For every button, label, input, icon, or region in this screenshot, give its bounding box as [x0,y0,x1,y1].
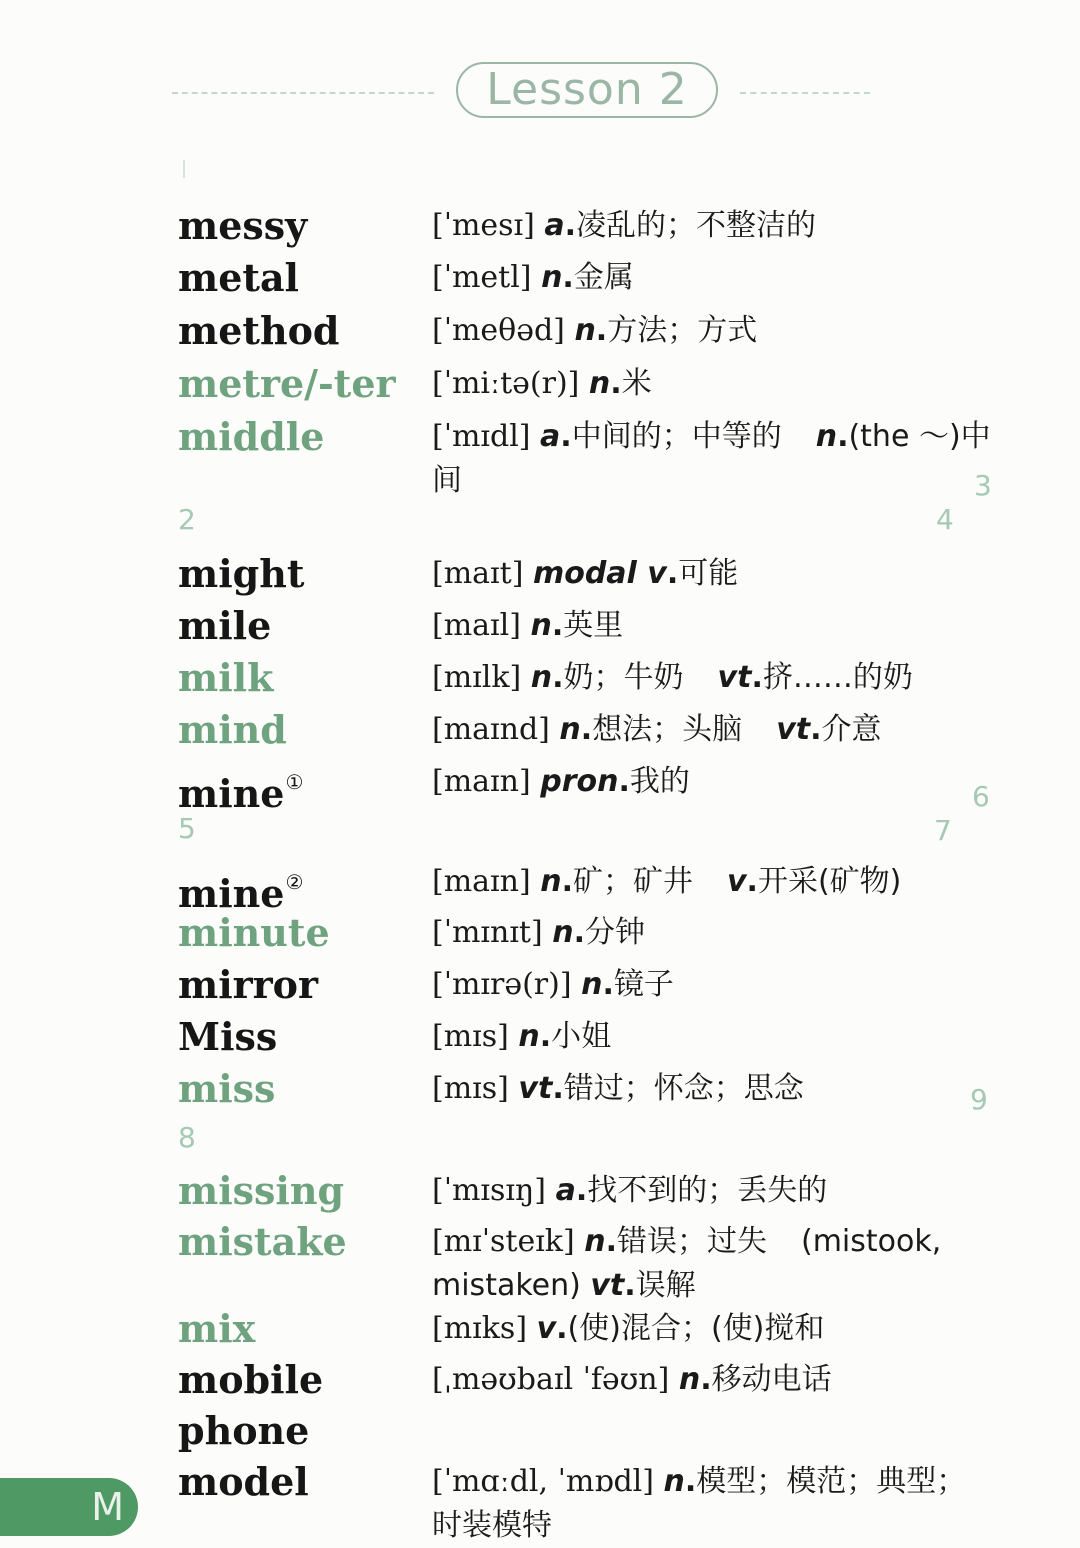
meaning: n.小姐 [518,1019,612,1054]
meaning: n.方法；方式 [574,313,758,348]
entry-middle [0,411,1080,503]
definition [432,963,992,1007]
phonetic: [ˈmɪdl] [432,419,531,454]
headword: minute [178,910,330,955]
margin-number: 7 [934,814,952,847]
meaning: n.英里 [530,608,624,643]
meaning: a.找不到的；丢失的 [555,1173,828,1208]
headword: mix [178,1306,256,1351]
headword: metal [178,255,299,300]
definition [432,656,992,700]
meaning: n.错误；过失 (mistook, mistaken) vt.误解 [432,1224,942,1303]
headword: milk [178,655,274,700]
headword: missing [178,1168,345,1213]
headword: might [178,551,305,596]
definition [432,309,992,353]
phonetic: [mɪˈsteɪk] [432,1224,575,1259]
definition [432,1220,992,1308]
lesson-badge [456,62,718,118]
definition [432,911,992,955]
definition [432,362,992,406]
headword: mind [178,707,287,752]
margin-number: 9 [970,1083,988,1116]
definition [432,552,992,596]
entry-mobile-phone [0,1354,1080,1458]
margin-number: 8 [178,1121,196,1154]
phonetic: [mɪs] [432,1071,509,1106]
phonetic: [mɪs] [432,1019,509,1054]
phonetic: [ˈmetl] [432,260,532,295]
phonetic: [mɪlk] [432,660,522,695]
headword: method [178,308,340,353]
headword: miss [178,1066,276,1111]
phonetic: [maɪn] [432,864,531,899]
margin-number: 3 [974,469,992,502]
entry-milk [0,652,1080,704]
meaning: n.矿；矿井 v.开采(矿物) [540,864,902,899]
entry-mind [0,704,1080,756]
meaning: n.移动电话 [678,1362,832,1397]
definition [432,1460,992,1548]
entry-metre [0,358,1080,410]
thumb-tab-letter: M [91,1485,124,1529]
sense-number: ② [285,870,304,894]
entry-mistake [0,1216,1080,1308]
phonetic: [ˌməʊbaɪl ˈfəʊn] [432,1362,670,1397]
phonetic: [maɪnd] [432,712,550,747]
phonetic: [ˈmɑːdl, ˈmɒdl] [432,1464,654,1499]
meaning: a.凌乱的；不整洁的 [544,208,817,243]
meaning: a.中间的；中等的 n.(the ～)中间 [432,419,991,498]
entry-mine-1 [0,756,1080,816]
meaning: n.分钟 [552,915,645,950]
headword: mine① [178,770,304,816]
letter-thumb-tab [0,1478,138,1536]
margin-number: 6 [972,780,990,813]
header-rule-left [172,92,434,94]
phonetic: [ˈmɪnɪt] [432,915,543,950]
entry-model [0,1456,1080,1543]
meaning: modal v.可能 [532,556,739,591]
margin-number: 4 [936,503,954,536]
lesson-title: Lesson 2 [486,64,688,115]
phonetic: [maɪl] [432,608,521,643]
entry-mirror [0,959,1080,1011]
entry-Miss [0,1011,1080,1063]
header-rule-right [740,92,870,94]
meaning: n.想法；头脑 vt.介意 [559,712,882,747]
headword: mine② [178,870,304,916]
definition [432,860,992,904]
margin-number: 5 [178,812,196,845]
meaning: n.模型；模范；典型；时装模特 [432,1464,967,1543]
phonetic: [maɪn] [432,764,531,799]
headword: mirror [178,962,319,1007]
meaning: n.米 [588,366,652,401]
definition [432,1015,992,1059]
definition [432,604,992,648]
phonetic: [ˈmeθəd] [432,313,565,348]
phonetic: [ˈmɪsɪŋ] [432,1173,547,1208]
definition [432,760,992,804]
entry-metal [0,252,1080,304]
phonetic: [ˈmiːtə(r)] [432,366,580,401]
headword: mile [178,603,272,648]
definition [432,204,992,248]
entry-mix [0,1303,1080,1355]
meaning: n.镜子 [581,967,674,1002]
entry-might [0,548,1080,600]
margin-tick [183,160,185,178]
entry-messy [0,200,1080,252]
margin-number: 2 [178,503,196,536]
headword: messy [178,203,308,248]
sense-number: ① [285,770,304,794]
headword: mobile phone [178,1357,324,1453]
definition [432,1169,992,1213]
meaning: n.金属 [541,260,634,295]
entry-miss [0,1063,1080,1115]
headword: middle [178,414,325,459]
definition [432,1067,992,1111]
definition [432,256,992,300]
entry-missing [0,1165,1080,1217]
page-header [0,0,1080,140]
meaning: pron.我的 [540,764,690,799]
phonetic: [ˈmɪrə(r)] [432,967,572,1002]
entry-minute [0,907,1080,959]
meaning: n.奶；牛奶 vt.挤……的奶 [530,660,913,695]
entry-mile [0,600,1080,652]
definition [432,708,992,752]
headword: Miss [178,1014,278,1059]
entry-mine-2 [0,856,1080,916]
headword: metre/-ter [178,361,396,406]
meaning: v.(使)混合；(使)搅和 [536,1311,825,1346]
meaning: vt.错过；怀念；思念 [518,1071,804,1106]
phonetic: [maɪt] [432,556,524,591]
definition [432,1307,992,1351]
definition [432,415,992,503]
headword: model [178,1459,309,1504]
phonetic: [mɪks] [432,1311,528,1346]
phonetic: [ˈmesɪ] [432,208,535,243]
definition [432,1358,992,1402]
headword: mistake [178,1219,347,1264]
entry-method [0,305,1080,357]
